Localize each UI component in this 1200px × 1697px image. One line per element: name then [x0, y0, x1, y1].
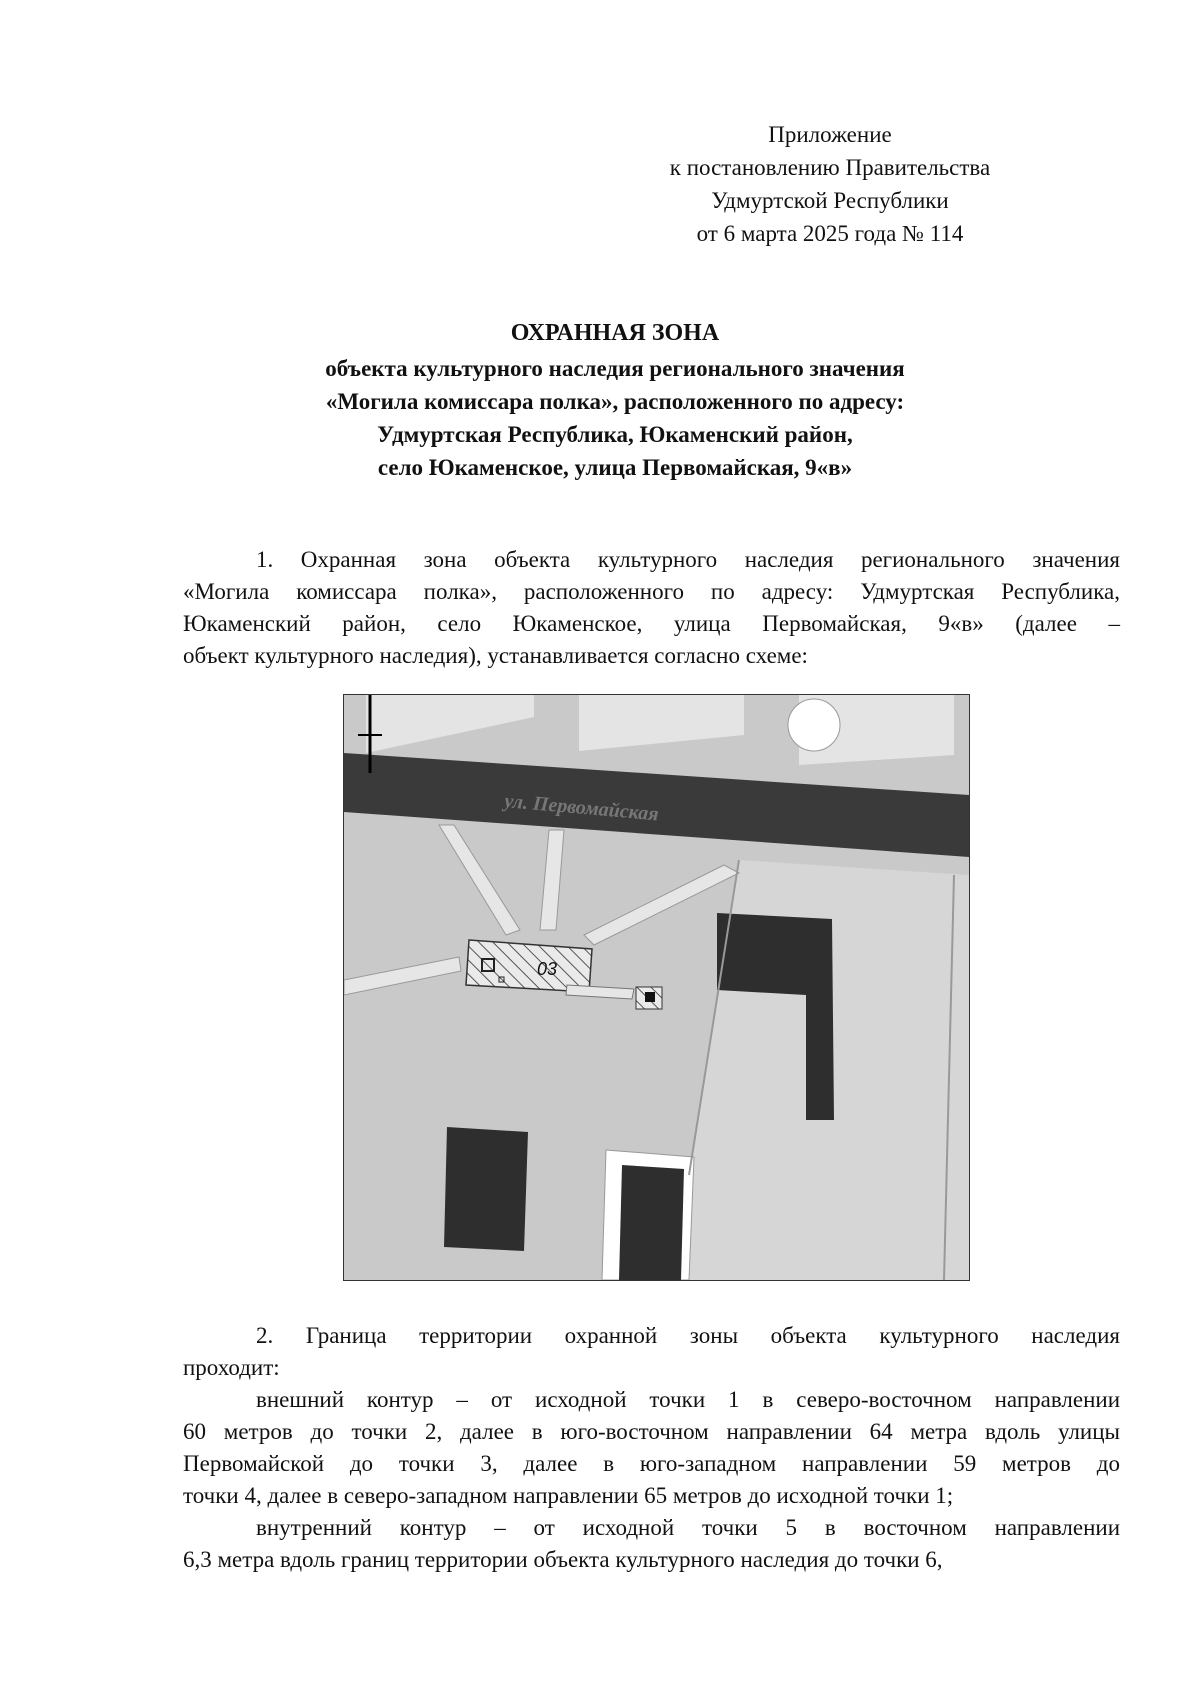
- paragraph-1-line-2: «Могила комиссара полка», расположенного по адресу: Удмуртская Республика,: [183, 579, 1120, 604]
- paragraph-1-line-1: 1. Охранная зона объекта культурного наследия регионального значения: [256, 547, 1120, 572]
- paragraph-4-line-2: 6,3 метра вдоль границ территории объекта культурного наследия до точки 6,: [183, 1547, 943, 1572]
- appendix-line-2: к постановлению Правительства: [669, 155, 991, 180]
- paragraph-3-line-3: Первомайской до точки 3, далее в юго-западном направлении 59 метров до: [183, 1451, 1120, 1476]
- paragraph-1: [183, 544, 1120, 672]
- appendix-line-4: от 6 марта 2025 года № 114: [696, 221, 964, 246]
- monument-zone: [466, 940, 592, 992]
- appendix-line-1: Приложение: [768, 122, 892, 147]
- appendix-block: [580, 118, 1080, 250]
- title-line-3: Удмуртская Республика, Юкаменский район,: [377, 422, 853, 447]
- appendix-line-3: Удмуртской Республики: [711, 188, 949, 213]
- building-bottom-left: [444, 1127, 528, 1251]
- paragraph-2-line-2: проходит:: [183, 1355, 280, 1380]
- title-main: ОХРАННАЯ ЗОНА: [510, 320, 720, 346]
- building-bottom-mid: [619, 1165, 684, 1280]
- roundabout: [788, 699, 840, 751]
- paragraph-3-line-4: точки 4, далее в северо-западном направлении 65 метров до исходной точки 1;: [183, 1483, 954, 1508]
- paragraph-1-line-3: Юкаменский район, село Юкаменское, улица Первомайская, 9«в» (далее –: [183, 611, 1120, 636]
- paragraph-1-line-4: объект культурного наследия), устанавливается согласно схеме:: [183, 643, 808, 668]
- grave-marker: [645, 992, 655, 1002]
- object-label: 03: [537, 959, 558, 979]
- protection-zone-map: [343, 694, 970, 1281]
- paragraph-4: [183, 1512, 1120, 1576]
- title-line-1: объекта культурного наследия регионального значения: [325, 356, 905, 381]
- paragraph-2-line-1: 2. Граница территории охранной зоны объекта культурного наследия: [256, 1323, 1120, 1348]
- paragraph-3: [183, 1384, 1120, 1512]
- map-drawing: [344, 695, 969, 1280]
- document-title: [175, 316, 1055, 484]
- paragraph-3-line-1: внешний контур – от исходной точки 1 в северо-восточном направлении: [256, 1387, 1120, 1412]
- title-line-4: село Юкаменское, улица Первомайская, 9«в»: [377, 455, 853, 480]
- title-line-2: «Могила комиссара полка», расположенного по адресу:: [325, 389, 905, 414]
- paragraph-3-line-2: 60 метров до точки 2, далее в юго-восточном направлении 64 метра вдоль улицы: [183, 1419, 1120, 1444]
- paragraph-4-line-1: внутренний контур – от исходной точки 5 в восточном направлении: [256, 1515, 1120, 1540]
- paragraph-2: [183, 1320, 1120, 1384]
- street-label: ул. Первомайская: [503, 790, 660, 826]
